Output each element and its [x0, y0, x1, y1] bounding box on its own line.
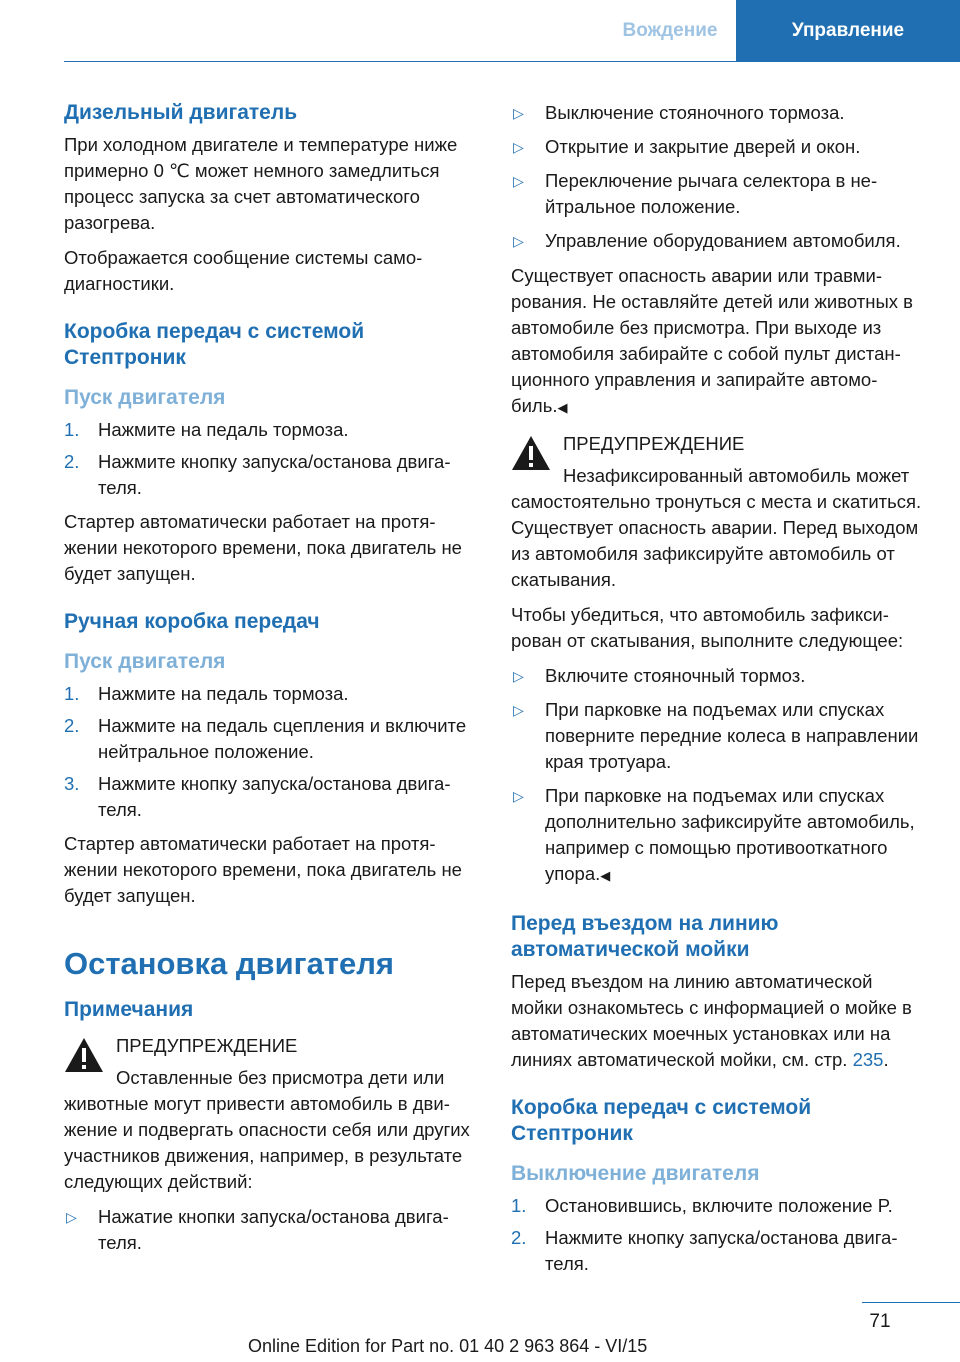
edition-footer: Online Edition for Part no. 01 40 2 963 864 - VI/15	[248, 1336, 648, 1356]
step-text: Остановившись, включите положение P.	[545, 1195, 893, 1216]
header-rule	[64, 61, 960, 62]
list-item	[511, 697, 926, 775]
carwash-text: Перед въездом на линию автоматической мойки ознакомьтесь с информацией о мойке в автоматических моечных установках или на линиях автоматической мойки, см. стр.	[511, 971, 912, 1070]
steptronic-heading-2: Коробка передач с системой Стептроник	[511, 1096, 812, 1145]
bullet-triangle-icon: ▷	[513, 139, 524, 155]
bullet-text: Переключение рычага селектора в нейтральное положение.	[545, 170, 878, 217]
page-reference-link[interactable]: 235	[852, 1049, 884, 1070]
right-column	[511, 100, 926, 1285]
stop-steps-list	[511, 1193, 926, 1277]
step-text: Нажмите кнопку запуска/останова двигателя.	[98, 451, 451, 498]
bullet-text: Управление оборудованием автомобиля.	[545, 230, 901, 251]
bullet-text: При парковке на подъемах или спусках поверните передние колеса в направлении края тротуара.	[545, 699, 919, 772]
step-text: Нажмите кнопку запуска/останова двигателя.	[545, 1227, 898, 1274]
tab-driving[interactable]: Вождение	[622, 20, 718, 41]
list-item	[64, 449, 479, 501]
bullet-triangle-icon: ▷	[513, 173, 524, 189]
risk-text: Существует опасность аварии или травмирования. Не оставляйте детей или животных в автомобиле без присмотра. При выходе из автомобиля забирайте с собой пульт дистанционного управления и запирайте автомобиль.	[511, 265, 913, 416]
steptronic-heading: Коробка передач с системой Стептроник	[64, 320, 365, 369]
bullet-triangle-icon: ▷	[513, 668, 524, 684]
manual-gearbox-heading: Ручная коробка передач	[64, 610, 320, 633]
bullet-triangle-icon: ▷	[513, 788, 524, 804]
carwash-heading: Перед въездом на линию автоматической мойки	[511, 912, 779, 961]
page-number: 71	[869, 1311, 891, 1332]
list-item	[511, 100, 926, 126]
list-item	[511, 134, 926, 160]
start-steps-list-2	[64, 681, 479, 823]
notes-heading: Примечания	[64, 998, 194, 1021]
engine-start-heading-2: Пуск двигателя	[64, 650, 226, 673]
list-item	[64, 681, 479, 707]
bullet-triangle-icon: ▷	[513, 233, 524, 249]
step-number: 2.	[64, 451, 80, 472]
list-item	[64, 771, 479, 823]
list-item	[511, 168, 926, 220]
warning-block	[64, 1033, 479, 1195]
page-header	[0, 0, 960, 62]
list-item	[511, 1193, 926, 1219]
bullet-text: При парковке на подъемах или спусках дополнительно зафиксируйте автомобиль, например с помощью противооткатного упора.	[545, 785, 915, 884]
step-number: 1.	[511, 1195, 527, 1216]
step-text: Нажмите на педаль сцепления и включите нейтральное положение.	[98, 715, 467, 762]
list-item	[511, 228, 926, 254]
warning-text: Незафиксированный автомобиль может самостоятельно тронуться с места и скатиться. Существует опасность аварии. Перед выходом из автомобиля зафиксируйте автомобиль от скатывания.	[511, 465, 922, 590]
step-text: Нажмите на педаль тормоза.	[98, 683, 349, 704]
warning-text: Оставленные без присмотра дети или животные могут привести автомобиль в движение и подвергать опасности себя или других участников движения, например, в результате следующих действий:	[64, 1067, 470, 1192]
list-item	[64, 417, 479, 443]
secure-bullets	[511, 663, 926, 889]
list-item	[511, 663, 926, 689]
bullet-triangle-icon: ▷	[513, 105, 524, 121]
step-number: 1.	[64, 419, 80, 440]
starter-paragraph: Стартер автоматически работает на протяжении некоторого времени, пока двигатель не будет запущен.	[64, 511, 462, 584]
step-number: 3.	[64, 773, 80, 794]
end-mark-icon: ◀	[557, 400, 568, 415]
diesel-paragraph-1: При холодном двигателе и температуре ниже примерно 0 ℃ может немного замедлиться процесс запуска за счет автоматического разогрева.	[64, 134, 458, 233]
bullet-triangle-icon: ▷	[513, 702, 524, 718]
footer-rule	[862, 1302, 960, 1303]
list-item	[511, 783, 926, 889]
step-text: Нажмите кнопку запуска/останова двигателя.	[98, 773, 451, 820]
diesel-heading: Дизельный двигатель	[64, 101, 298, 124]
warning-block-2	[511, 431, 926, 593]
bullet-text: Выключение стояночного тормоза.	[545, 102, 845, 123]
warning-icon	[64, 1037, 104, 1073]
engine-stop-chapter-heading: Остановка двигателя	[64, 946, 395, 981]
bullet-text: Открытие и закрытие дверей и окон.	[545, 136, 861, 157]
engine-stop-heading: Выключение двигателя	[511, 1162, 760, 1185]
start-steps-list	[64, 417, 479, 501]
risk-paragraph	[511, 263, 926, 421]
step-number: 1.	[64, 683, 80, 704]
carwash-period: .	[883, 1049, 889, 1070]
list-item	[511, 1225, 926, 1277]
left-column	[64, 100, 479, 1265]
carwash-paragraph	[511, 969, 926, 1073]
list-item	[64, 713, 479, 765]
bullet-triangle-icon: ▷	[66, 1209, 77, 1225]
warning-bullets-continued	[511, 100, 926, 254]
bullet-text: Нажатие кнопки запуска/останова двигателя.	[98, 1206, 449, 1253]
engine-start-heading: Пуск двигателя	[64, 386, 226, 409]
bullet-text: Включите стояночный тормоз.	[545, 665, 806, 686]
list-item	[64, 1204, 479, 1256]
warning-label: ПРЕДУПРЕЖДЕНИЕ	[116, 1035, 298, 1056]
tab-controls[interactable]: Управление	[736, 0, 960, 62]
end-mark-icon: ◀	[600, 868, 611, 883]
warning-icon	[511, 435, 551, 471]
starter-paragraph-2: Стартер автоматически работает на протяжении некоторого времени, пока двигатель не будет запущен.	[64, 833, 462, 906]
step-text: Нажмите на педаль тормоза.	[98, 419, 349, 440]
diesel-paragraph-2: Отображается сообщение системы самодиагностики.	[64, 247, 423, 294]
step-number: 2.	[64, 715, 80, 736]
warning-label: ПРЕДУПРЕЖДЕНИЕ	[563, 433, 745, 454]
warning-bullets	[64, 1204, 479, 1256]
step-number: 2.	[511, 1227, 527, 1248]
secure-paragraph: Чтобы убедиться, что автомобиль зафиксирован от скатывания, выполните следующее:	[511, 604, 904, 651]
